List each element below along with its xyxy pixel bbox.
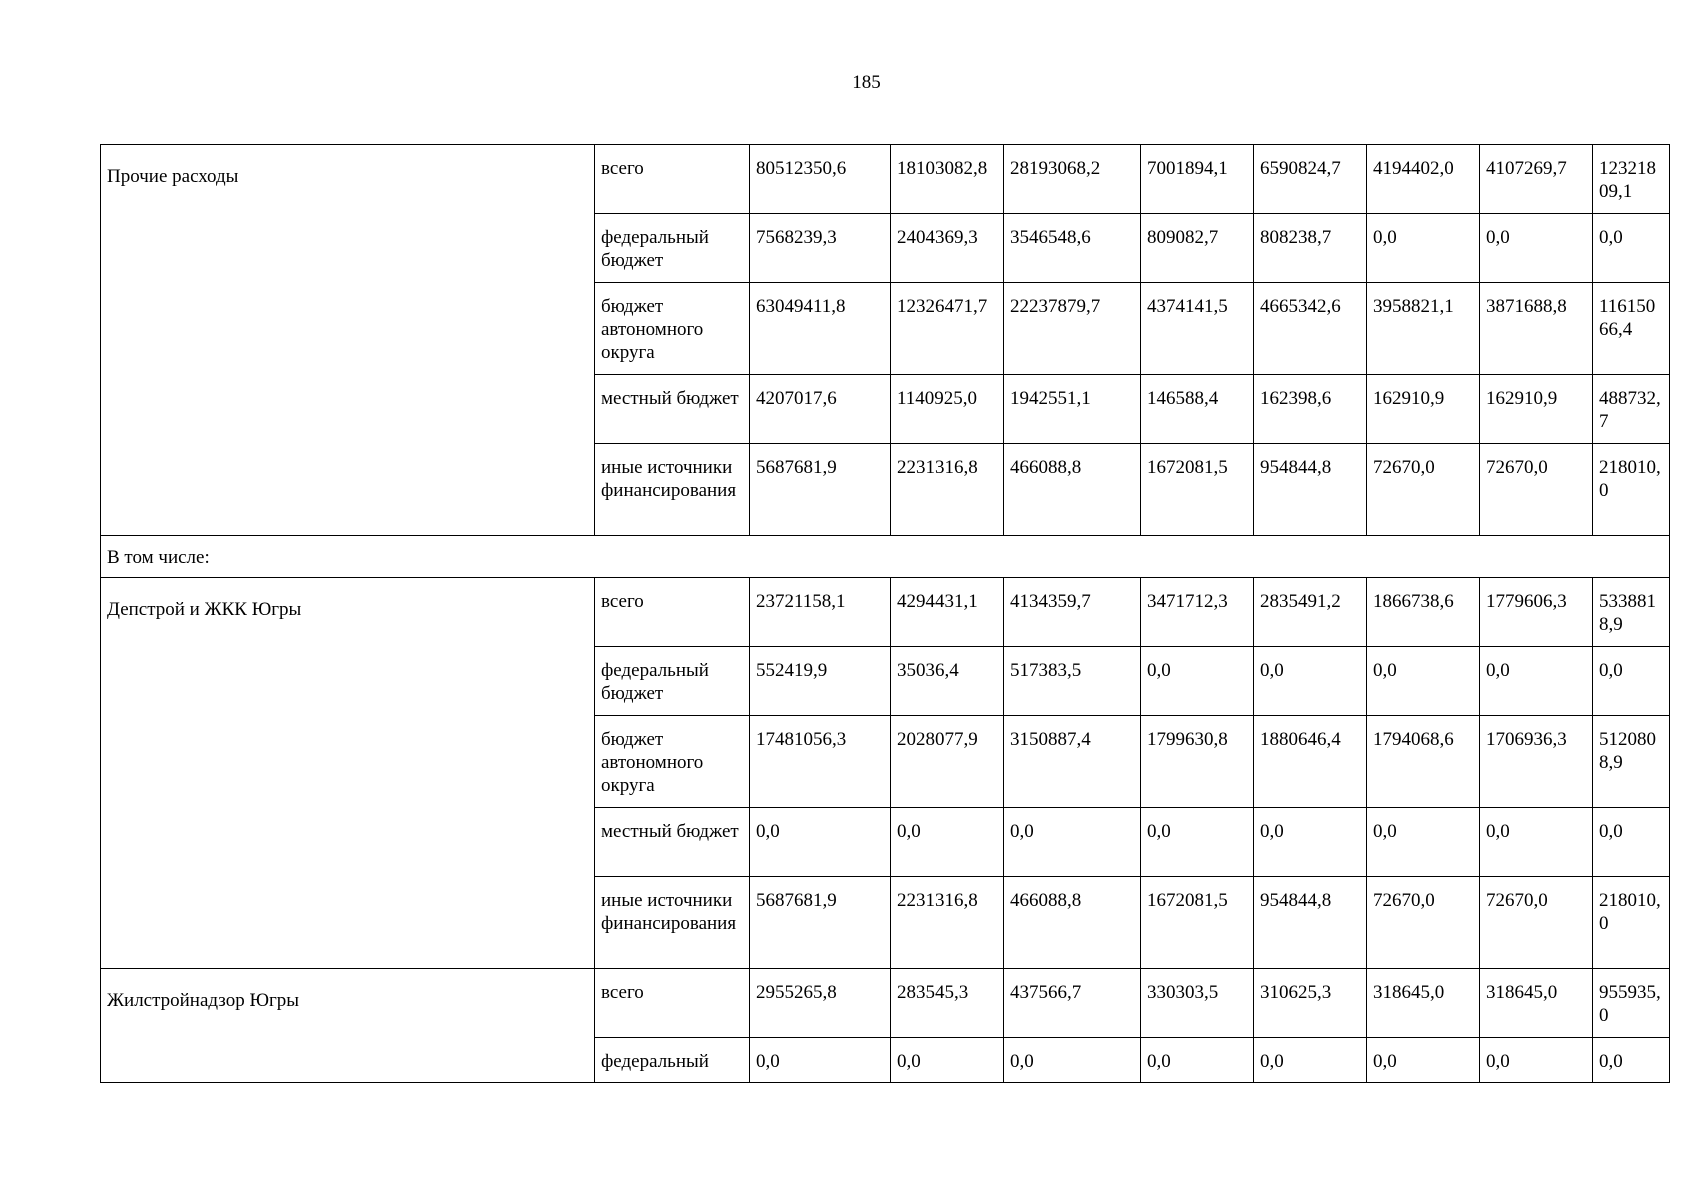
value-cell: 2028077,9 bbox=[891, 716, 1004, 808]
value-cell: 954844,8 bbox=[1254, 877, 1367, 969]
value-cell: 0,0 bbox=[1593, 808, 1670, 877]
value-cell: 3871688,8 bbox=[1480, 283, 1593, 375]
funding-source: федеральный bbox=[595, 1038, 750, 1083]
value-cell: 488732,7 bbox=[1593, 375, 1670, 444]
value-cell: 0,0 bbox=[1254, 808, 1367, 877]
table-row bbox=[101, 145, 1670, 214]
value-cell: 318645,0 bbox=[1480, 969, 1593, 1038]
value-cell: 0,0 bbox=[1141, 647, 1254, 716]
value-cell: 1140925,0 bbox=[891, 375, 1004, 444]
value-cell: 0,0 bbox=[750, 1038, 891, 1083]
value-cell: 4107269,7 bbox=[1480, 145, 1593, 214]
value-cell: 1942551,1 bbox=[1004, 375, 1141, 444]
value-cell: 18103082,8 bbox=[891, 145, 1004, 214]
value-cell: 1866738,6 bbox=[1367, 578, 1480, 647]
value-cell: 0,0 bbox=[1367, 1038, 1480, 1083]
value-cell: 4207017,6 bbox=[750, 375, 891, 444]
value-cell: 2955265,8 bbox=[750, 969, 891, 1038]
value-cell: 4134359,7 bbox=[1004, 578, 1141, 647]
value-cell: 0,0 bbox=[1254, 647, 1367, 716]
funding-source: бюджет автономного округа bbox=[595, 716, 750, 808]
value-cell: 517383,5 bbox=[1004, 647, 1141, 716]
funding-source: федеральный бюджет bbox=[595, 647, 750, 716]
value-cell: 466088,8 bbox=[1004, 877, 1141, 969]
value-cell: 3546548,6 bbox=[1004, 214, 1141, 283]
value-cell: 2231316,8 bbox=[891, 877, 1004, 969]
value-cell: 72670,0 bbox=[1480, 877, 1593, 969]
value-cell: 809082,7 bbox=[1141, 214, 1254, 283]
value-cell: 3958821,1 bbox=[1367, 283, 1480, 375]
value-cell: 318645,0 bbox=[1367, 969, 1480, 1038]
value-cell: 17481056,3 bbox=[750, 716, 891, 808]
value-cell: 80512350,6 bbox=[750, 145, 891, 214]
value-cell: 954844,8 bbox=[1254, 444, 1367, 536]
value-cell: 11615066,4 bbox=[1593, 283, 1670, 375]
value-cell: 0,0 bbox=[1480, 1038, 1593, 1083]
value-cell: 1779606,3 bbox=[1480, 578, 1593, 647]
funding-source: местный бюджет bbox=[595, 375, 750, 444]
value-cell: 4374141,5 bbox=[1141, 283, 1254, 375]
value-cell: 437566,7 bbox=[1004, 969, 1141, 1038]
value-cell: 0,0 bbox=[891, 1038, 1004, 1083]
value-cell: 0,0 bbox=[1593, 647, 1670, 716]
value-cell: 0,0 bbox=[1141, 1038, 1254, 1083]
value-cell: 2404369,3 bbox=[891, 214, 1004, 283]
funding-source: бюджет автономного округа bbox=[595, 283, 750, 375]
value-cell: 0,0 bbox=[1254, 1038, 1367, 1083]
section-label: В том числе: bbox=[101, 536, 1670, 578]
value-cell: 0,0 bbox=[1480, 808, 1593, 877]
value-cell: 28193068,2 bbox=[1004, 145, 1141, 214]
value-cell: 162910,9 bbox=[1480, 375, 1593, 444]
value-cell: 2231316,8 bbox=[891, 444, 1004, 536]
funding-source: иные источники финансирования bbox=[595, 877, 750, 969]
value-cell: 12321809,1 bbox=[1593, 145, 1670, 214]
value-cell: 0,0 bbox=[1367, 214, 1480, 283]
value-cell: 35036,4 bbox=[891, 647, 1004, 716]
funding-source: иные источники финансирования bbox=[595, 444, 750, 536]
value-cell: 12326471,7 bbox=[891, 283, 1004, 375]
value-cell: 552419,9 bbox=[750, 647, 891, 716]
value-cell: 0,0 bbox=[1593, 1038, 1670, 1083]
funding-source: всего bbox=[595, 578, 750, 647]
value-cell: 6590824,7 bbox=[1254, 145, 1367, 214]
value-cell: 5687681,9 bbox=[750, 877, 891, 969]
group-title: Прочие расходы bbox=[101, 145, 595, 536]
value-cell: 72670,0 bbox=[1480, 444, 1593, 536]
value-cell: 466088,8 bbox=[1004, 444, 1141, 536]
value-cell: 4294431,1 bbox=[891, 578, 1004, 647]
value-cell: 218010,0 bbox=[1593, 444, 1670, 536]
value-cell: 22237879,7 bbox=[1004, 283, 1141, 375]
value-cell: 4194402,0 bbox=[1367, 145, 1480, 214]
funding-source: федеральный бюджет bbox=[595, 214, 750, 283]
value-cell: 0,0 bbox=[891, 808, 1004, 877]
value-cell: 0,0 bbox=[1141, 808, 1254, 877]
value-cell: 0,0 bbox=[1004, 1038, 1141, 1083]
value-cell: 162398,6 bbox=[1254, 375, 1367, 444]
value-cell: 2835491,2 bbox=[1254, 578, 1367, 647]
table-row bbox=[101, 969, 1670, 1038]
value-cell: 72670,0 bbox=[1367, 444, 1480, 536]
value-cell: 1706936,3 bbox=[1480, 716, 1593, 808]
value-cell: 0,0 bbox=[1367, 808, 1480, 877]
value-cell: 146588,4 bbox=[1141, 375, 1254, 444]
value-cell: 3471712,3 bbox=[1141, 578, 1254, 647]
value-cell: 162910,9 bbox=[1367, 375, 1480, 444]
value-cell: 63049411,8 bbox=[750, 283, 891, 375]
value-cell: 1880646,4 bbox=[1254, 716, 1367, 808]
value-cell: 3150887,4 bbox=[1004, 716, 1141, 808]
funding-source: всего bbox=[595, 969, 750, 1038]
value-cell: 283545,3 bbox=[891, 969, 1004, 1038]
value-cell: 0,0 bbox=[750, 808, 891, 877]
value-cell: 7568239,3 bbox=[750, 214, 891, 283]
value-cell: 5338818,9 bbox=[1593, 578, 1670, 647]
budget-table bbox=[100, 144, 1670, 1083]
value-cell: 218010,0 bbox=[1593, 877, 1670, 969]
value-cell: 0,0 bbox=[1480, 214, 1593, 283]
value-cell: 330303,5 bbox=[1141, 969, 1254, 1038]
value-cell: 72670,0 bbox=[1367, 877, 1480, 969]
value-cell: 1672081,5 bbox=[1141, 444, 1254, 536]
value-cell: 23721158,1 bbox=[750, 578, 891, 647]
value-cell: 7001894,1 bbox=[1141, 145, 1254, 214]
value-cell: 0,0 bbox=[1367, 647, 1480, 716]
section-row bbox=[101, 536, 1670, 578]
value-cell: 955935,0 bbox=[1593, 969, 1670, 1038]
value-cell: 0,0 bbox=[1480, 647, 1593, 716]
value-cell: 1672081,5 bbox=[1141, 877, 1254, 969]
value-cell: 808238,7 bbox=[1254, 214, 1367, 283]
value-cell: 5120808,9 bbox=[1593, 716, 1670, 808]
funding-source: местный бюджет bbox=[595, 808, 750, 877]
value-cell: 1799630,8 bbox=[1141, 716, 1254, 808]
table-row bbox=[101, 578, 1670, 647]
value-cell: 5687681,9 bbox=[750, 444, 891, 536]
funding-source: всего bbox=[595, 145, 750, 214]
group-title: Депстрой и ЖКК Югры bbox=[101, 578, 595, 969]
page-number: 185 bbox=[852, 72, 881, 93]
value-cell: 4665342,6 bbox=[1254, 283, 1367, 375]
group-title: Жилстройнадзор Югры bbox=[101, 969, 595, 1083]
value-cell: 1794068,6 bbox=[1367, 716, 1480, 808]
value-cell: 0,0 bbox=[1593, 214, 1670, 283]
value-cell: 310625,3 bbox=[1254, 969, 1367, 1038]
value-cell: 0,0 bbox=[1004, 808, 1141, 877]
